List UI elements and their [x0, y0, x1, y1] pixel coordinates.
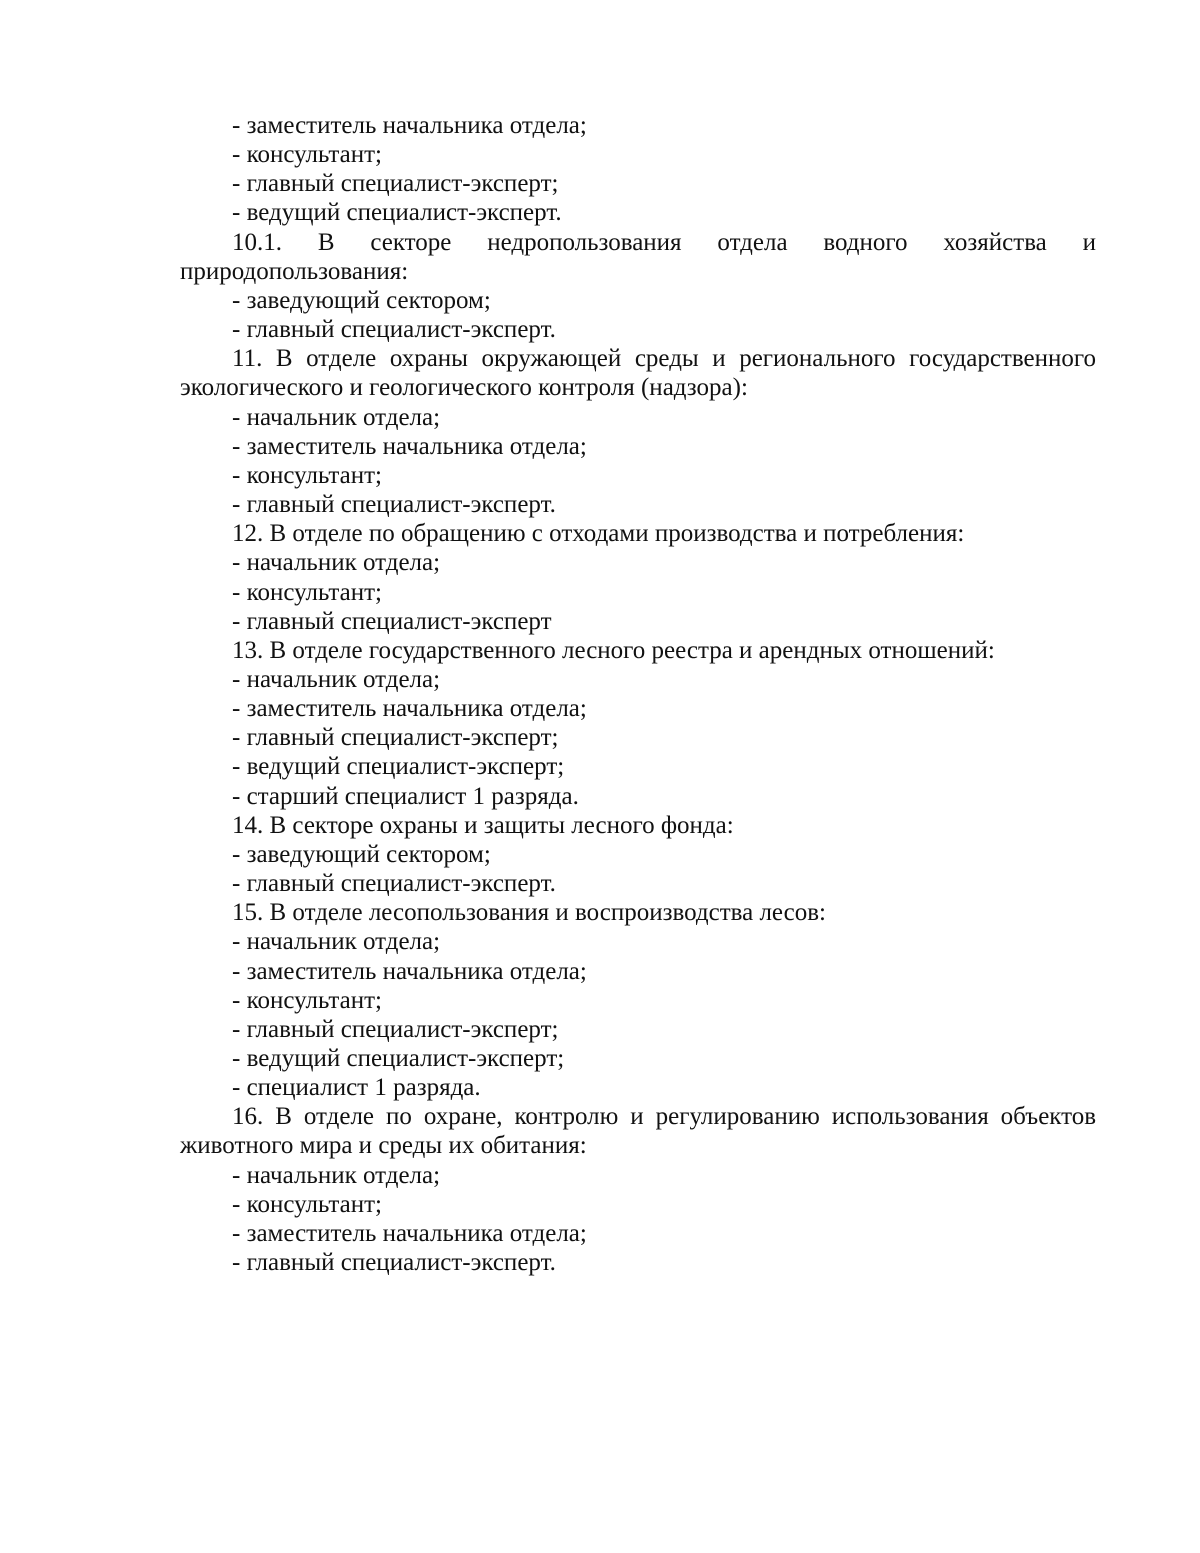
list-item: - заведующий сектором; — [232, 840, 491, 868]
list-item: - заместитель начальника отдела; — [232, 1219, 587, 1247]
list-item: - начальник отдела; — [232, 403, 441, 431]
section-heading: 14. В секторе охраны и защиты лесного фонда: — [232, 811, 734, 839]
list-item: - начальник отдела; — [232, 928, 441, 956]
list-item: - начальник отдела; — [232, 549, 441, 577]
list-item: - ведущий специалист-эксперт; — [232, 1045, 565, 1072]
list-item: - заместитель начальника отдела; — [232, 432, 587, 460]
section-heading: 10.1. В секторе недропользования отдела водного хозяйства и природопользования: — [180, 228, 1096, 285]
list-item: - старший специалист 1 разряда. — [232, 782, 579, 810]
document-body — [180, 111, 1096, 1277]
list-item: - заместитель начальника отдела; — [232, 957, 587, 985]
list-item: - заместитель начальника отдела; — [232, 695, 587, 723]
list-item: - ведущий специалист-эксперт. — [232, 199, 562, 227]
list-item: - заведующий сектором; — [232, 286, 491, 314]
list-item: - ведущий специалист-эксперт; — [232, 753, 565, 781]
list-item: - консультант; — [232, 1190, 382, 1218]
list-item: - главный специалист-эксперт — [232, 607, 552, 635]
list-item: - главный специалист-эксперт. — [232, 316, 556, 344]
section-heading: 15. В отделе лесопользования и воспроизводства лесов: — [232, 899, 826, 927]
section-heading: 13. В отделе государственного лесного реестра и арендных отношений: — [232, 636, 995, 664]
section-heading: 12. В отделе по обращению с отходами производства и потребления: — [232, 520, 965, 548]
section-heading: 11. В отделе охраны окружающей среды и регионального государственного экологического и геологического контроля (надзора): — [180, 345, 1096, 402]
list-item: - главный специалист-эксперт; — [232, 170, 559, 198]
list-item: - специалист 1 разряда. — [232, 1074, 481, 1102]
list-item: - заместитель начальника отдела; — [232, 112, 587, 139]
list-item: - главный специалист-эксперт; — [232, 1015, 559, 1043]
list-item: - главный специалист-эксперт. — [232, 491, 556, 519]
list-item: - главный специалист-эксперт. — [232, 1249, 556, 1277]
list-item: - консультант; — [232, 986, 382, 1014]
list-item: - начальник отдела; — [232, 665, 441, 693]
list-item: - главный специалист-эксперт; — [232, 724, 559, 752]
list-item: - консультант; — [232, 578, 382, 606]
list-item: - консультант; — [232, 461, 382, 489]
list-item: - консультант; — [232, 141, 382, 169]
section-heading: 16. В отделе по охране, контролю и регулированию использования объектов животного мира и среды их обитания: — [180, 1103, 1096, 1160]
list-item: - начальник отдела; — [232, 1161, 441, 1189]
list-item: - главный специалист-эксперт. — [232, 870, 556, 898]
